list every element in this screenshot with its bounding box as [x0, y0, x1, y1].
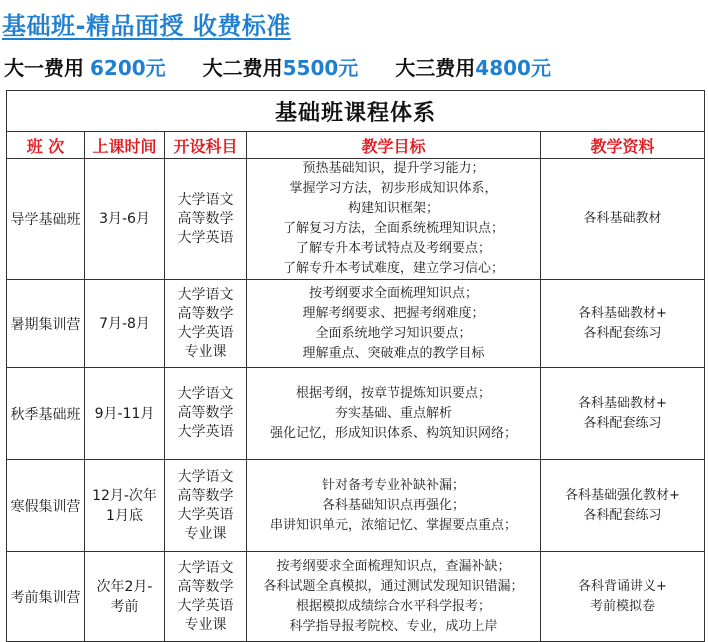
class-time-cell-line: 12月-次年	[92, 487, 157, 504]
class-time-cell	[85, 280, 165, 368]
subjects-cell-line: 大学语文	[177, 191, 234, 208]
column-header-class: 班 次	[7, 132, 85, 159]
class-name-cell: 导学基础班	[7, 159, 85, 280]
table-caption: 基础班课程体系	[7, 91, 705, 132]
column-header-materials: 教学资料	[541, 132, 705, 159]
goals-cell-line: 预热基础知识，提升学习能力；	[302, 161, 485, 176]
goals-cell-line: 科学指导报考院校、专业，成功上岸	[289, 618, 498, 634]
goals-cell-line: 串讲知识单元，浓缩记忆、掌握要点重点；	[269, 517, 517, 533]
table-row	[7, 460, 705, 552]
goals-cell-line: 夯实基础、重点解析	[334, 405, 452, 421]
class-time-cell	[85, 460, 165, 552]
subjects-cell-line: 专业课	[184, 525, 227, 542]
goals-cell-line: 针对备考专业补缺补漏；	[321, 477, 465, 493]
subjects-cell-line: 大学语文	[177, 559, 234, 576]
fee-amount: 6200元	[90, 56, 166, 80]
class-time-cell-line: 9月-11月	[94, 405, 155, 422]
column-header-subjects: 开设科目	[165, 132, 247, 159]
goals-cell-line: 理解重点、突破难点的教学目标	[302, 345, 485, 361]
goals-cell-line: 根据模拟成绩综合水平科学报考；	[295, 598, 491, 614]
subjects-cell-line: 专业课	[184, 343, 227, 360]
goals-cell	[247, 368, 541, 460]
class-name-cell: 寒假集训营	[7, 460, 85, 552]
class-time-cell-line: 次年2月-	[96, 578, 153, 595]
fee-item-year1	[4, 52, 166, 81]
subjects-cell	[165, 552, 247, 642]
materials-cell-line: 各科基础教材+	[578, 305, 667, 321]
subjects-cell-line: 高等数学	[177, 405, 234, 421]
class-time-cell-line: 3月-6月	[99, 211, 150, 227]
class-time-cell	[85, 552, 165, 642]
subjects-cell-line: 高等数学	[177, 487, 234, 504]
page-title: 基础班-精品面授 收费标准	[2, 12, 291, 40]
subjects-cell-line: 高等数学	[177, 210, 234, 227]
class-time-cell	[85, 368, 165, 460]
subjects-cell-line: 大学语文	[177, 468, 234, 485]
subjects-cell-line: 大学语文	[177, 286, 234, 303]
goals-cell	[247, 460, 541, 552]
goals-cell-line: 掌握学习方法，初步形成知识体系，	[289, 181, 498, 196]
materials-cell-line: 各科基础强化教材+	[565, 487, 680, 503]
fee-item-year3	[395, 52, 551, 81]
course-table	[6, 90, 705, 642]
fee-line	[4, 52, 581, 82]
subjects-cell-line: 专业课	[184, 616, 227, 633]
materials-cell	[541, 159, 705, 280]
goals-cell-line: 构建知识框架；	[347, 201, 439, 216]
materials-cell-line: 各科配套练习	[583, 415, 662, 431]
materials-cell	[541, 368, 705, 460]
goals-cell-line: 了解复习方法，全面系统梳理知识点；	[282, 221, 504, 236]
class-name-cell: 秋季基础班	[7, 368, 85, 460]
goals-cell-line: 理解考纲要求、把握考纲难度；	[302, 305, 485, 321]
column-header-goals: 教学目标	[247, 132, 541, 159]
table-header-row	[7, 132, 705, 159]
materials-cell-line: 各科配套练习	[583, 325, 662, 341]
materials-cell	[541, 552, 705, 642]
subjects-cell-line: 大学英语	[177, 506, 234, 523]
subjects-cell-line: 高等数学	[177, 305, 234, 322]
goals-cell-line: 了解专升本考试难度，建立学习信心；	[282, 261, 504, 276]
class-time-cell	[85, 159, 165, 280]
materials-cell-line: 各科基础教材	[583, 211, 662, 226]
goals-cell-line: 了解专升本考试特点及考纲要点；	[295, 241, 491, 256]
goals-cell	[247, 280, 541, 368]
class-name-cell: 考前集训营	[7, 552, 85, 642]
table-row	[7, 159, 705, 280]
fee-label: 大二费用	[202, 56, 283, 80]
subjects-cell-line: 高等数学	[177, 578, 234, 595]
subjects-cell-line: 大学英语	[177, 597, 234, 614]
subjects-cell	[165, 368, 247, 460]
materials-cell	[541, 460, 705, 552]
subjects-cell	[165, 280, 247, 368]
column-header-time: 上课时间	[85, 132, 165, 159]
class-name-cell: 暑期集训营	[7, 280, 85, 368]
materials-cell-line: 各科背诵讲义+	[578, 578, 667, 594]
goals-cell	[247, 159, 541, 280]
class-time-cell-line: 1月底	[106, 507, 143, 524]
goals-cell-line: 全面系统地学习知识要点；	[315, 325, 472, 341]
fee-amount: 5500元	[282, 56, 359, 80]
fee-label: 大一费用	[4, 56, 84, 80]
fee-label: 大三费用	[395, 56, 476, 80]
subjects-cell-line: 大学语文	[177, 386, 234, 402]
subjects-cell-line: 大学英语	[177, 229, 234, 246]
table-row	[7, 552, 705, 642]
goals-cell-line: 根据考纲，按章节提炼知识要点；	[295, 385, 491, 401]
fee-item-year2	[203, 52, 359, 81]
materials-cell-line: 各科配套练习	[583, 507, 662, 523]
subjects-cell-line: 大学英语	[177, 324, 234, 341]
subjects-cell	[165, 159, 247, 280]
goals-cell-line: 各科基础知识点再强化；	[321, 497, 465, 513]
table-row	[7, 368, 705, 460]
subjects-cell	[165, 460, 247, 552]
goals-cell-line: 强化记忆，形成知识体系、构筑知识网络；	[269, 425, 517, 441]
goals-cell-line: 按考纲要求全面梳理知识点；	[308, 285, 478, 301]
subjects-cell-line: 大学英语	[177, 424, 234, 440]
goals-cell-line: 各科试题全真模拟，通过测试发现知识错漏；	[263, 578, 524, 594]
materials-cell	[541, 280, 705, 368]
materials-cell-line: 各科基础教材+	[578, 395, 667, 411]
class-time-cell-line: 7月-8月	[99, 315, 150, 332]
materials-cell-line: 考前模拟卷	[589, 598, 655, 614]
table-row	[7, 280, 705, 368]
goals-cell	[247, 552, 541, 642]
fee-amount: 4800元	[475, 56, 551, 80]
class-time-cell-line: 考前	[110, 598, 139, 615]
goals-cell-line: 按考纲要求全面梳理知识点，查漏补缺；	[276, 558, 511, 574]
